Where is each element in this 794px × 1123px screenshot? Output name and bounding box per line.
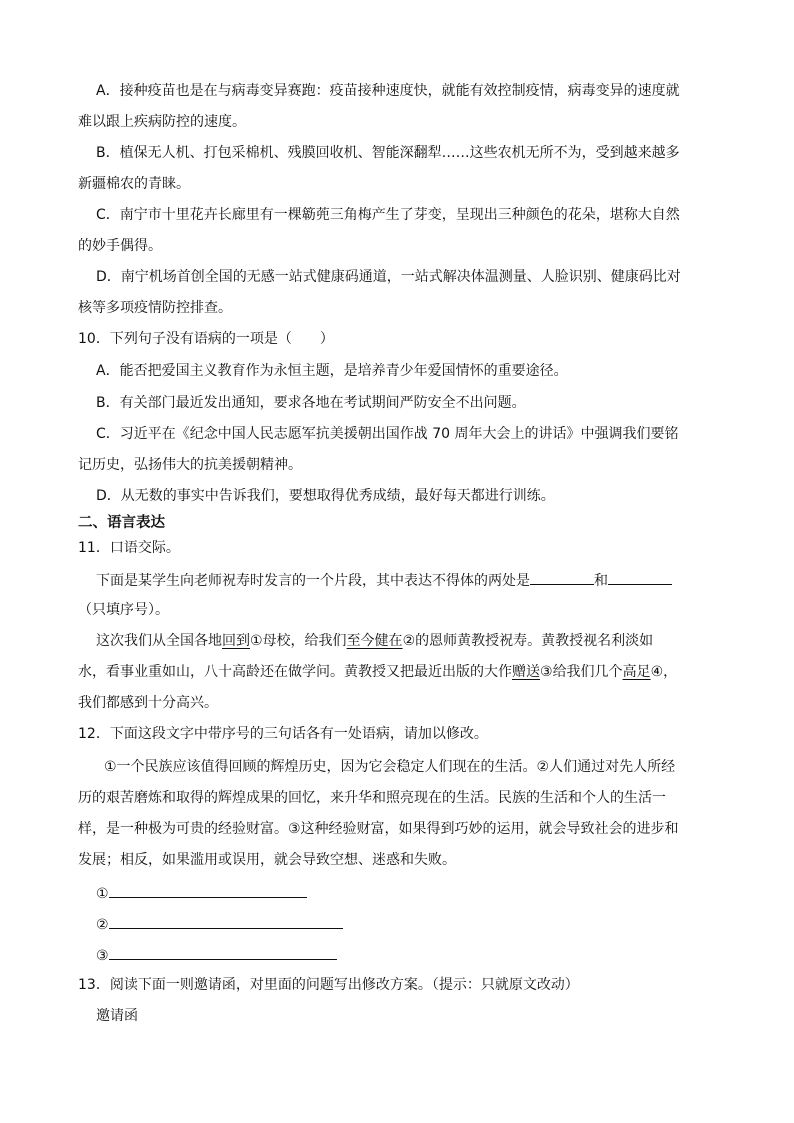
q12-answer-blank-2[interactable] — [109, 913, 343, 929]
q10-option-a: A．能否把爱国主义教育作为永恒主题，是培养青少年爱国情怀的重要途径。 — [96, 363, 568, 379]
q13-stem: 13．阅读下面一则邀请函，对里面的问题写出修改方案。（提示：只就原文改动） — [78, 977, 579, 993]
q11-passage-text: 给我们几个 — [552, 664, 623, 680]
q11-marker-4: ④ — [650, 664, 664, 680]
q11-stem: 11．口语交际。 — [78, 540, 180, 556]
q12-answer-label-3: ③ — [96, 948, 109, 964]
q10-option-c-line2: 记历史，弘扬伟大的抗美援朝精神。 — [78, 457, 302, 473]
q11-instruction — [96, 569, 672, 591]
q9-option-b-line2: 新疆棉农的青睐。 — [78, 176, 190, 192]
q12-paragraph-line1: ①一个民族应该值得回顾的辉煌历史，因为它会稳定人们现在的生活。②人们通过对先人所经 — [104, 759, 676, 775]
q12-answer-label-1: ① — [96, 886, 109, 902]
q13-letter-title: 邀请函 — [96, 1008, 138, 1024]
q11-and-text: 和 — [594, 573, 608, 589]
q9-option-a-line2: 难以跟上疾病防控的速度。 — [78, 114, 246, 130]
q11-passage-text: 母校，给我们 — [262, 633, 347, 649]
q10-option-c-line1: C．习近平在《纪念中国人民志愿军抗美援朝出国作战 70 周年大会上的讲话》中强调我们要铭 — [96, 426, 679, 442]
q9-option-b-line1: B．植保无人机、打包采棉机、残膜回收机、智能深翻犁……这些农机无所不为，受到越来越多 — [96, 145, 680, 161]
q12-answer-row-2 — [96, 913, 343, 935]
q12-answer-row-1 — [96, 882, 307, 904]
q11-passage-line1 — [96, 631, 653, 651]
q11-marker-3: ③ — [540, 664, 553, 680]
q11-marker-1: ① — [250, 633, 263, 649]
q11-marker-2: ② — [402, 633, 416, 649]
q11-passage-line3: 我们都感到十分高兴。 — [78, 695, 218, 711]
q12-answer-blank-1[interactable] — [109, 882, 307, 898]
q12-stem: 12．下面这段文字中带序号的三句话各有一处语病，请加以修改。 — [78, 726, 488, 742]
q11-instruction-note: （只填序号）。 — [78, 602, 169, 618]
q9-option-d-line2: 核等多项疫情防控排查。 — [78, 300, 232, 316]
q9-option-c-line1: C．南宁市十里花卉长廊里有一棵簕蔸三角梅产生了芽变，呈现出三种颜色的花朵，堪称大自然 — [96, 207, 680, 223]
q9-option-d-line1: D．南宁机场首创全国的无感一站式健康码通道，一站式解决体温测量、人脸识别、健康码比对 — [96, 269, 681, 285]
q11-passage-text: 这次我们从全国各地 — [96, 633, 222, 649]
q12-paragraph-line4: 发展；相反，如果滥用或误用，就会导致空想、迷惑和失败。 — [78, 852, 456, 868]
q11-underlined-phrase-2: 至今健在 — [346, 633, 403, 649]
q10-stem: 10．下列句子没有语病的一项是（ ） — [78, 331, 334, 347]
q12-paragraph-line3: 样，是一种极为可贵的经验财富。③这种经验财富，如果得到巧妙的运用，就会导致社会的进步和 — [78, 821, 679, 837]
q11-passage-text: 的恩师黄教授祝寿。黄教授视名利淡如 — [415, 633, 654, 649]
q11-underlined-phrase-1: 回到 — [222, 633, 250, 649]
q11-answer-blank-2[interactable] — [608, 569, 672, 585]
q11-answer-blank-1[interactable] — [530, 569, 594, 585]
q9-option-a-line1: A．接种疫苗也是在与病毒变异赛跑：疫苗接种速度快，就能有效控制疫情，病毒变异的速度就 — [96, 83, 680, 99]
q11-instruction-text: 下面是某学生向老师祝寿时发言的一个片段，其中表达不得体的两处是 — [96, 573, 530, 589]
q12-paragraph-line2: 历的艰苦磨炼和取得的辉煌成果的回忆，来升华和照亮现在的生活。民族的生活和个人的生活一 — [78, 790, 666, 806]
q11-underlined-phrase-4: 高足 — [622, 664, 651, 680]
q12-answer-label-2: ② — [96, 917, 109, 933]
q11-passage-line2 — [78, 662, 677, 682]
q10-option-b: B．有关部门最近发出通知，要求各地在考试期间严防安全不出问题。 — [96, 395, 526, 411]
q10-option-d: D．从无数的事实中告诉我们，要想取得优秀成绩，最好每天都进行训练。 — [96, 488, 555, 504]
q11-underlined-phrase-3: 赠送 — [512, 664, 540, 680]
section-heading-language-expression: 二、语言表达 — [78, 515, 165, 531]
q11-passage-text: ， — [663, 664, 678, 680]
q11-passage-text: 水，看事业重如山，八十高龄还在做学问。黄教授又把最近出版的大作 — [78, 664, 512, 680]
q12-answer-blank-3[interactable] — [109, 944, 337, 960]
q9-option-c-line2: 的妙手偶得。 — [78, 238, 162, 254]
q12-answer-row-3 — [96, 944, 337, 966]
